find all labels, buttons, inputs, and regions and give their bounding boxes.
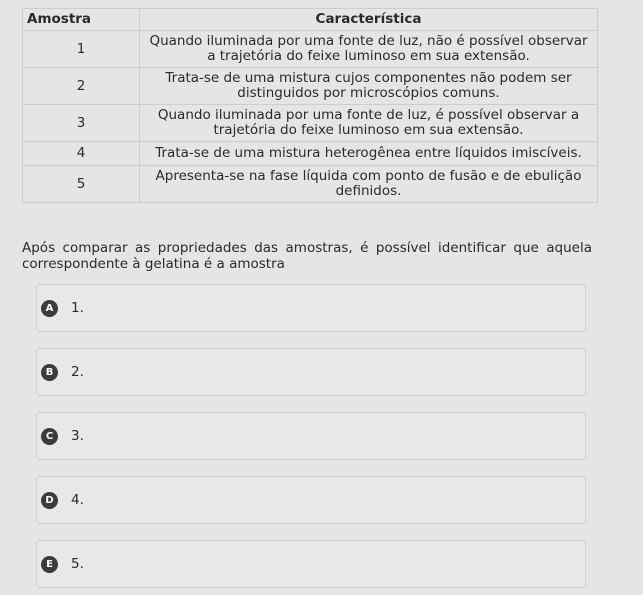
table-row [23, 142, 598, 166]
option-letter-badge: B [41, 364, 58, 381]
question-text: Após comparar as propriedades das amostras, é possível identificar que aquela correspondente à gelatina é a amostra [22, 240, 592, 272]
option-text: 5. [71, 556, 84, 572]
sample-characteristic: Trata-se de uma mistura cujos componentes não podem ser distinguidos por microscópios comuns. [140, 68, 598, 105]
option-text: 1. [71, 300, 84, 316]
sample-characteristic: Trata-se de uma mistura heterogênea entre líquidos imiscíveis. [140, 142, 598, 166]
sample-number: 1 [23, 31, 140, 68]
option-text: 2. [71, 364, 84, 380]
option-letter-badge: E [41, 556, 58, 573]
option-d[interactable] [36, 476, 586, 524]
option-letter-badge: D [41, 492, 58, 509]
option-text: 4. [71, 492, 84, 508]
sample-number: 5 [23, 166, 140, 203]
sample-number: 4 [23, 142, 140, 166]
header-characteristic: Característica [140, 9, 598, 31]
table-row [23, 31, 598, 68]
option-c[interactable] [36, 412, 586, 460]
table-row [23, 166, 598, 203]
table-header-row [23, 9, 598, 31]
sample-number: 2 [23, 68, 140, 105]
option-text: 3. [71, 428, 84, 444]
sample-characteristic: Apresenta-se na fase líquida com ponto de fusão e de ebulição definidos. [140, 166, 598, 203]
table-row [23, 68, 598, 105]
option-letter-badge: C [41, 428, 58, 445]
samples-table-container [22, 8, 598, 203]
option-e[interactable] [36, 540, 586, 588]
option-letter-badge: A [41, 300, 58, 317]
option-b[interactable] [36, 348, 586, 396]
header-sample: Amostra [23, 9, 140, 31]
sample-characteristic: Quando iluminada por uma fonte de luz, não é possível observar a trajetória do feixe luminoso em sua extensão. [140, 31, 598, 68]
table-row [23, 105, 598, 142]
samples-table [22, 8, 598, 203]
sample-number: 3 [23, 105, 140, 142]
sample-characteristic: Quando iluminada por uma fonte de luz, é possível observar a trajetória do feixe luminoso em sua extensão. [140, 105, 598, 142]
option-a[interactable] [36, 284, 586, 332]
